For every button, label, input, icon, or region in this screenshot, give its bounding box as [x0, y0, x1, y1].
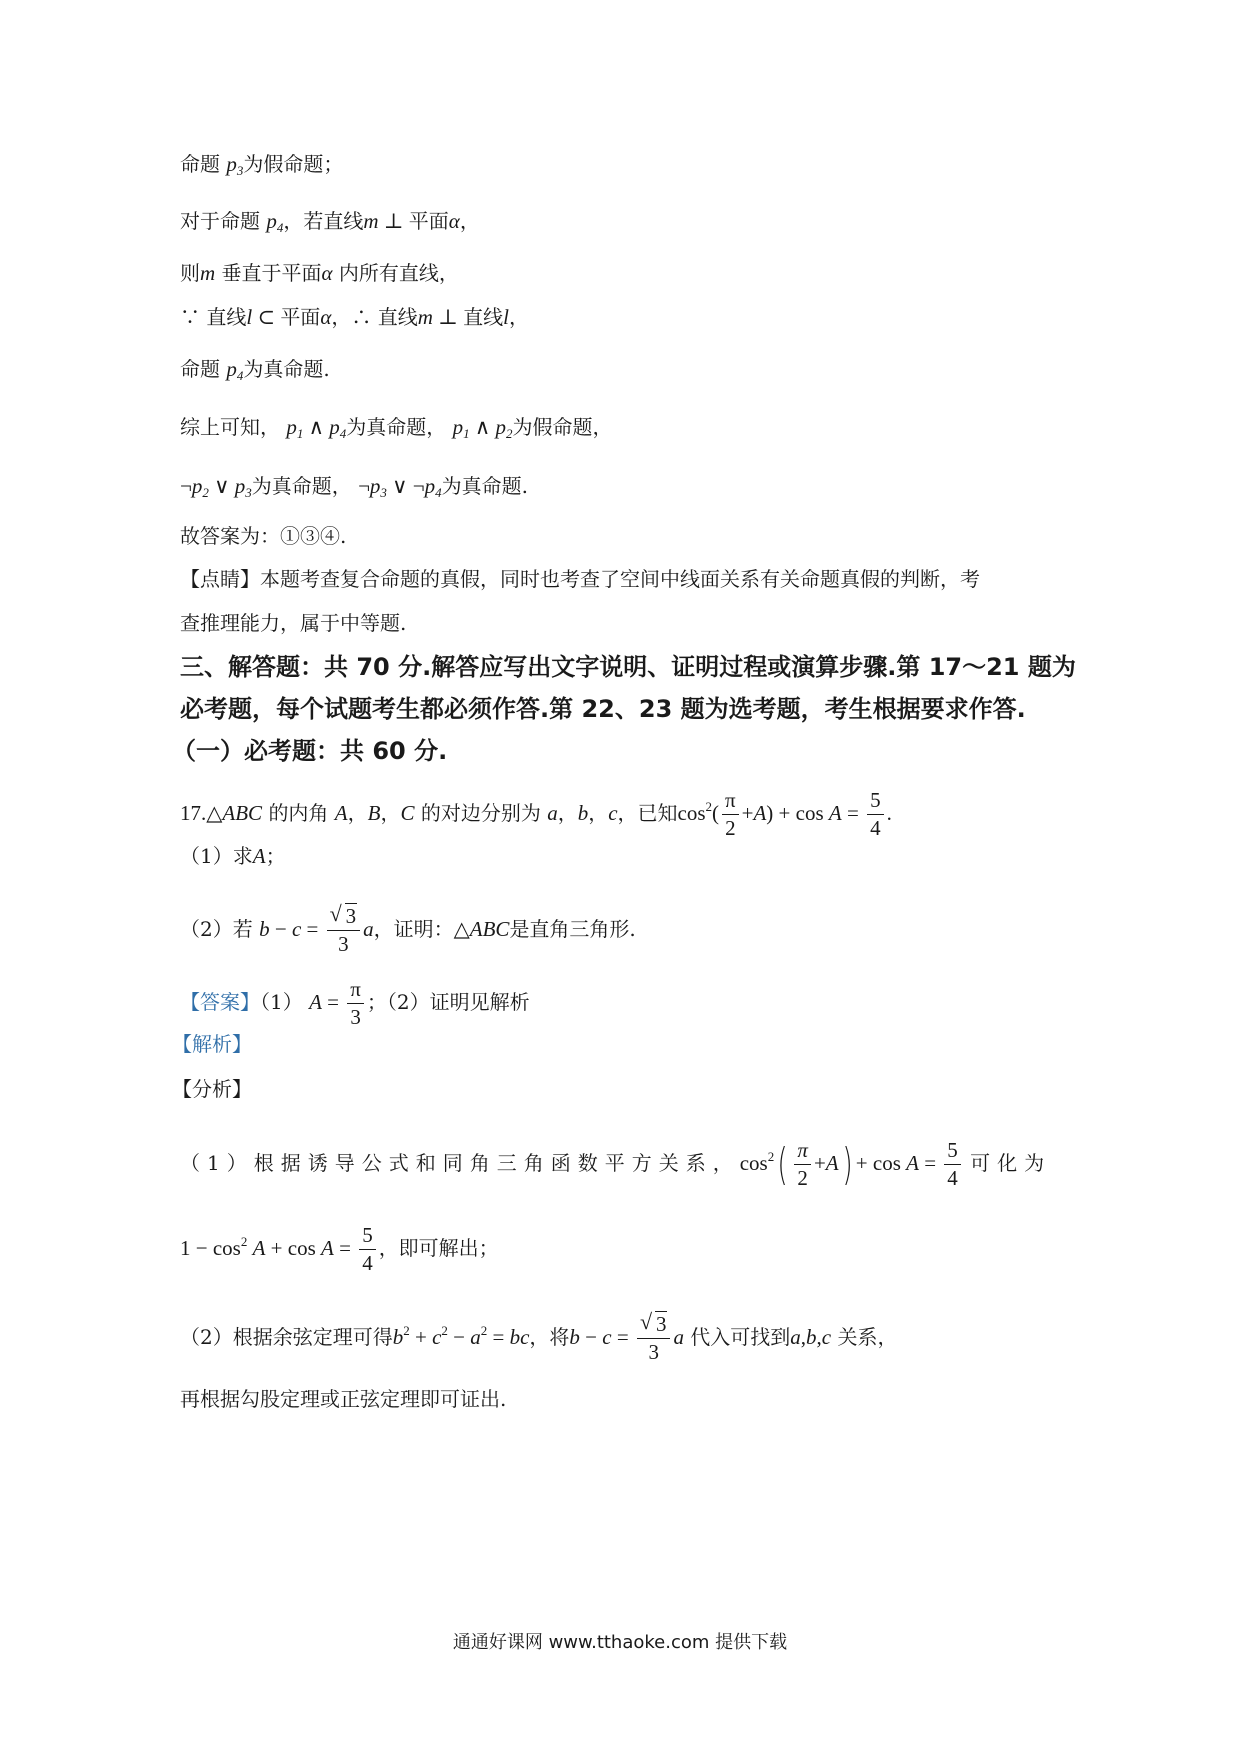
analysis-line-3: （2）根据余弦定理可得$b^2 + c^2 - a^2$ = bc，将b − c = √ $\frac{3}{3}$ a 代入可找到a,b,c 关系， — [180, 1314, 897, 1363]
fenxi-tag: 【分析】 — [172, 1077, 252, 1101]
jiexi-tag: 【解析】 — [172, 1032, 252, 1056]
analysis-line-2: $1 - \cos^2 A + \cos A$ = $\frac{5}{4}$ ，即可解出； — [180, 1223, 499, 1275]
analysis-line-1: （1）根据诱导公式和同角三角函数平方关系，$\cos^2$( $\frac{\pi}{2}$ +A) + cos A = $\frac{5}{4}$ 可化为 — [180, 1138, 1052, 1190]
question-17-part-2: （2）若 b − c = √ $\frac{3}{3}$ a，证明：△ABC是直角三角形. — [180, 906, 636, 955]
p4-then-line: 则m 垂直于平面α 内所有直线， — [180, 261, 459, 285]
section-heading-line-1: 三、解答题：共 70 分.解答应写出文字说明、证明过程或演算步骤.第 17～21 题为 — [180, 653, 1076, 681]
p4-because-line: ∵ 直线l ⊂ 平面α，∴ 直线m ⊥ 直线l， — [180, 305, 529, 329]
question-17-part-1: （1）求A； — [180, 844, 286, 868]
question-17-stem: 17.△ABC 的内角 A，B，C 的对边分别为 a，b，c，已知$\cos^2$( $\frac{\pi}{2}$ +A) + cos A = $\frac{5}{4}$ . — [180, 788, 892, 840]
summary-line-2: $\neg p_2$ ∨ $p_3$为真命题， $\neg p_3$ ∨ $\neg p_4$为真命题. — [180, 474, 528, 500]
analysis-line-4: 再根据勾股定理或正弦定理即可证出. — [180, 1387, 507, 1411]
summary-line-1: 综上可知， $p_1$ ∧ $p_4$为真命题， $p_1$ ∧ $p_2$为假命题， — [180, 415, 613, 441]
comment-line-1: 【点睛】本题考查复合命题的真假，同时也考查了空间中线面关系有关命题真假的判断，考 — [180, 567, 980, 591]
page-footer: 通通好课网 www.tthaoke.com 提供下载 — [452, 1632, 788, 1653]
section-subheading: （一）必考题：共 60 分. — [172, 737, 448, 765]
answer-line: 【答案】（1） A = $\frac{\pi}{3}$ ；（2）证明见解析 — [180, 977, 530, 1029]
comment-line-2: 查推理能力，属于中等题. — [180, 611, 407, 635]
section-heading-line-2: 必考题，每个试题考生都必须作答.第 22、23 题为选考题，考生根据要求作答. — [180, 695, 1026, 723]
p4-true-line: 命题 $p_4$为真命题. — [180, 357, 330, 383]
p4-intro-line: 对于命题 $p_4$，若直线m ⊥ 平面α， — [180, 209, 480, 235]
answer-statement: 故答案为：①③④. — [180, 524, 347, 548]
answer-tag: 【答案】 — [180, 990, 260, 1014]
p3-false-line: 命题 $p_3$为假命题； — [180, 152, 344, 178]
